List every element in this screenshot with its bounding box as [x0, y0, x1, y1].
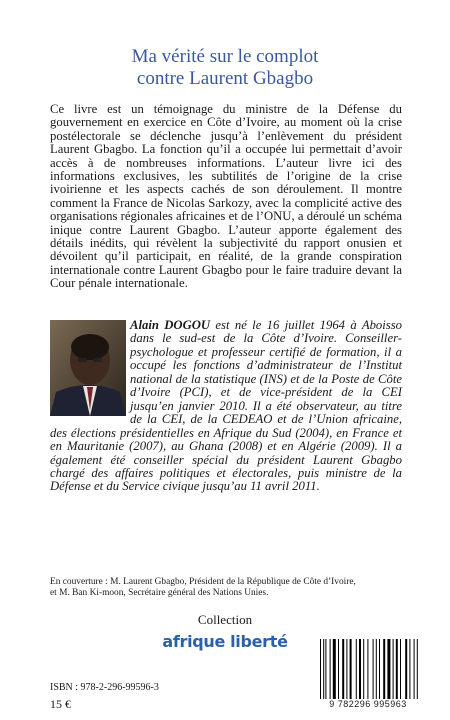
author-bio-text: est né le 16 juillet 1964 à Aboisso dans le sud-est de la Côte d’Ivoire. Conseiller-psychologue et professeur certifié de formation, il a occupé les fonctions d’administrateur de l’Institut national de la statistique (INS) et de la Poste de Côte d’Ivoire (PCI), et de vice-président de la CEI jusqu’en janvier 2010. Il a été observateur, au titre de la CEI, de la CEDEAO et de l’Union africaine, des élections présidentielles en Afrique du Sud (2004), en France et en Mauritanie (2007), au Ghana (2008) et en Algérie (2009). Il a également été conseiller spécial du président Laurent Gbagbo chargé des affaires politiques et électorales, puis ministre de la Défense et du Service civique jusqu’au 11 avril 2011. — [50, 318, 402, 494]
cover-credit — [50, 577, 430, 599]
collection-logo-part-2: liberté — [230, 632, 288, 651]
barcode-digits: 9 782296 995963 — [316, 699, 420, 709]
book-summary — [50, 103, 402, 291]
cover-credit-line-2: et M. Ban Ki-moon, Secrétaire général des Nations Unies. — [50, 588, 269, 598]
title-line-2: contre Laurent Gbagbo — [136, 68, 314, 89]
photo-spacer — [50, 319, 130, 415]
book-title — [0, 46, 450, 90]
collection-logo-part-1: afrique — [162, 632, 226, 651]
price-label: 15 € — [50, 697, 71, 711]
collection-label: Collection — [197, 612, 253, 627]
summary-text: Ce livre est un témoignage du ministre de la Défense du gouvernement en exercice en Côte d’Ivoire, au moment où la crise postélectorale se déclenche jusqu’à l’enlèvement du président Laurent Gbagbo. La fonction qu’il a occupée lui permettait d’avoir accès à de nombreuses informations. L’auteur livre ici des informations exclusives, les subtilités de l’origine de la crise ivoirienne et les aspects cachés de son déroulement. Il montre comment la France de Nicolas Sarkozy, avec la complicité active des organisations régionales africaines et de l’ONU, a déroulé un schéma inique contre Laurent Gbagbo. L’auteur apporte également des détails inédits, qui révèlent la subjectivité du rapport onusien et dévoilent qu’il participait, en réalité, de la grande conspiration internationale contre Laurent Gbagbo pour le faire traduire devant la Cour pénale internationale. — [50, 102, 402, 291]
isbn-number: ISBN : 978-2-296-99596-3 — [50, 682, 159, 693]
author-name: Alain DOGOU — [130, 318, 211, 332]
title-line-1: Ma vérité sur le complot — [131, 46, 319, 67]
author-bio — [50, 319, 402, 494]
cover-credit-line-1: En couverture : M. Laurent Gbagbo, Président de la République de Côte d’Ivoire, — [50, 577, 356, 587]
